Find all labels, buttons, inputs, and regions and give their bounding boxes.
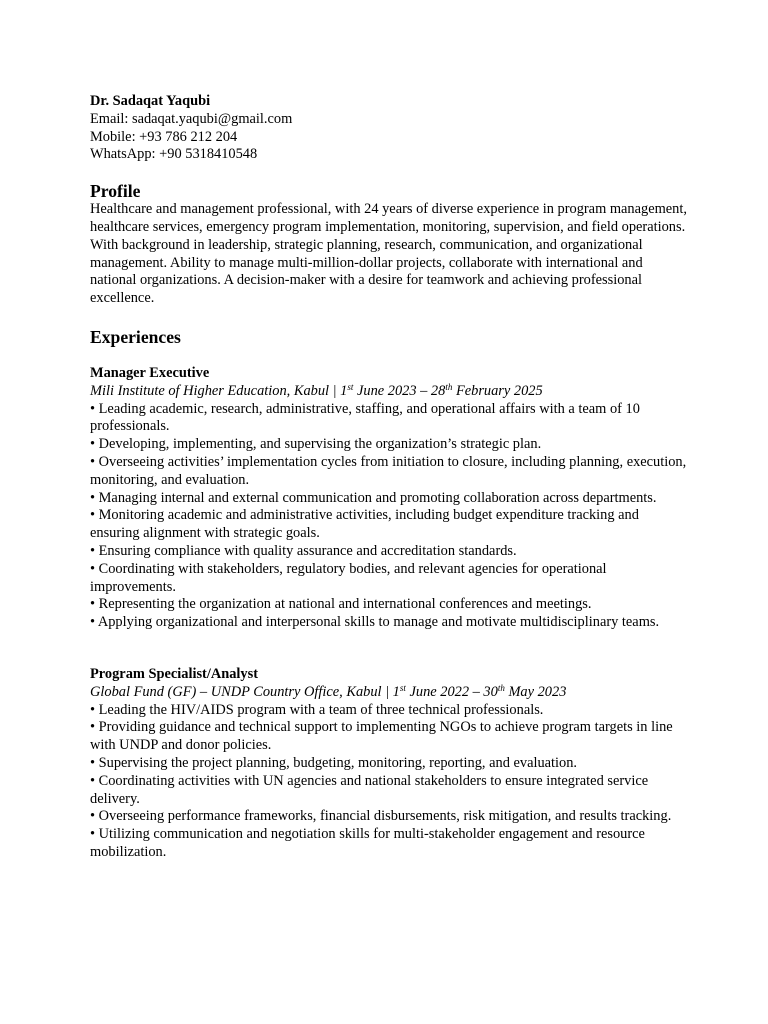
resume-page <box>90 93 690 862</box>
responsibility-item: • Leading the HIV/AIDS program with a team of three technical professionals. <box>90 701 544 718</box>
profile-summary: Healthcare and management professional, with 24 years of diverse experience in program management, healthcare services, emergency program implementation, monitoring, supervision, and field operations. With background in leadership, strategic planning, research, communication, and organizational management. Ability to manage multi-million-dollar projects, collaborate with international and national organizations. A decision-maker with a desire for teamwork and achieving professional excellence. <box>90 201 687 307</box>
responsibility-item: • Providing guidance and technical support to implementing NGOs to achieve program targets in line with UNDP and donor policies. <box>90 719 673 754</box>
responsibility-item: • Developing, implementing, and supervising the organization’s strategic plan. <box>90 436 542 453</box>
mobile-line: Mobile: +93 786 212 204 <box>90 128 238 145</box>
job-organization-dates: Global Fund (GF) – UNDP Country Office, Kabul | 1st June 2022 – 30th May 2023 <box>90 682 567 700</box>
job-title: Program Specialist/Analyst <box>90 665 259 682</box>
responsibility-item: • Applying organizational and interpersonal skills to manage and motivate multidisciplinary teams. <box>90 614 660 631</box>
responsibility-item: • Managing internal and external communication and promoting collaboration across departments. <box>90 489 657 506</box>
email-line: Email: sadaqat.yaqubi@gmail.com <box>90 110 293 127</box>
responsibility-item: • Coordinating activities with UN agencies and national stakeholders to ensure integrated service delivery. <box>90 772 649 807</box>
responsibility-item: • Overseeing performance frameworks, financial disbursements, risk mitigation, and results tracking. <box>90 808 672 825</box>
responsibility-item: • Representing the organization at national and international conferences and meetings. <box>90 596 592 613</box>
profile-heading: Profile <box>90 181 141 202</box>
responsibility-item: • Ensuring compliance with quality assurance and accreditation standards. <box>90 542 517 559</box>
candidate-name: Dr. Sadaqat Yaqubi <box>90 93 211 109</box>
responsibility-item: • Overseeing activities’ implementation cycles from initiation to closure, including planning, execution, monitoring, and evaluation. <box>90 453 687 488</box>
contact-block <box>90 93 690 164</box>
job-title: Manager Executive <box>90 364 210 381</box>
job-organization-dates: Mili Institute of Higher Education, Kabul | 1st June 2023 – 28th February 2025 <box>90 381 543 399</box>
job-responsibilities <box>90 702 690 862</box>
experiences-heading: Experiences <box>90 326 181 347</box>
responsibility-item: • Leading academic, research, administrative, staffing, and operational affairs with a team of 10 professionals. <box>90 400 640 435</box>
job-entry-manager-executive <box>90 365 690 632</box>
whatsapp-line: WhatsApp: +90 5318410548 <box>90 146 258 163</box>
responsibility-item: • Coordinating with stakeholders, regulatory bodies, and relevant agencies for operational improvements. <box>90 560 607 595</box>
job-entry-program-specialist <box>90 666 690 862</box>
responsibility-item: • Monitoring academic and administrative activities, including budget expenditure tracking and ensuring alignment with strategic goals. <box>90 507 639 542</box>
job-responsibilities <box>90 401 690 632</box>
responsibility-item: • Utilizing communication and negotiation skills for multi-stakeholder engagement and resource mobilization. <box>90 826 645 860</box>
responsibility-item: • Supervising the project planning, budgeting, monitoring, reporting, and evaluation. <box>90 754 578 771</box>
